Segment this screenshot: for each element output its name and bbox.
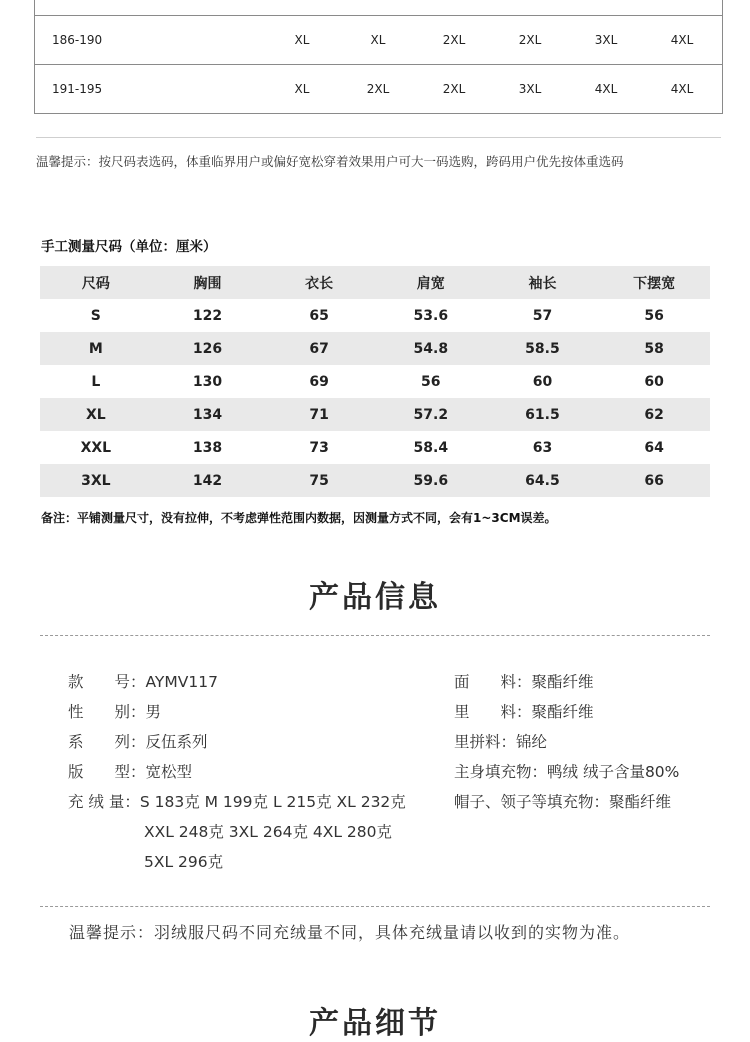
size-cell: XL [370,33,386,47]
size-cell: 4XL [670,33,694,47]
info-item-lining-patch [454,730,679,760]
measurement-title: 手工测量尺码（单位：厘米） [41,239,217,255]
product-info-title: 产品信息 [309,580,441,615]
table-row [40,398,710,431]
column-header: 尺码 [81,275,110,292]
size-cell: 4XL [594,82,618,96]
table-cell: 60 [644,373,664,390]
table-cell: 63 [532,439,553,456]
info-value: 反伍系列 [145,733,208,751]
table-cell: XXL [80,439,112,456]
table-cell: 62 [644,406,664,423]
product-info-left [68,670,406,880]
table-cell: 73 [309,439,329,456]
info-item-body-filling [454,760,679,790]
info-item-fit [68,760,406,790]
info-item-fill-amount [68,790,406,820]
size-recommendation-table [34,0,723,114]
height-cell: 186-190 [52,33,103,47]
table-cell: 56 [421,373,441,390]
table-cell: 61.5 [525,406,560,423]
table-cell: 56 [644,307,664,324]
info-value: AYMV117 [145,673,218,691]
size-tip: 温馨提示：按尺码表选码，体重临界用户或偏好宽松穿着效果用户可大一码选购，跨码用户优先按体重选码 [36,154,624,169]
table-cell: L [91,373,101,390]
info-item-fabric [454,670,679,700]
table-cell: 130 [192,373,223,390]
table-cell: 71 [309,406,329,423]
size-cell: XL [294,82,310,96]
info-label: 主身填充物： [454,763,548,781]
size-cell: XL [294,33,310,47]
size-cell: 2XL [366,82,390,96]
table-cell: 60 [532,373,553,390]
measurement-note: 备注：平铺测量尺寸，没有拉伸，不考虑弹性范围内数据，因测量方式不同，会有1~3CM误差。 [41,511,557,525]
table-cell: 59.6 [413,472,449,489]
table-cell: 58.4 [413,439,449,456]
table-row [35,0,722,16]
info-item-gender [68,700,406,730]
info-item-lining [454,700,679,730]
table-row [40,299,710,332]
table-row [35,65,722,113]
info-value: 聚酯纤维 [531,673,594,691]
info-item-hood-filling [454,790,679,820]
info-value: 聚酯纤维 [531,703,594,721]
table-cell: 134 [192,406,223,423]
dotted-divider [40,635,710,636]
table-row [40,365,710,398]
table-cell: 67 [309,340,329,357]
info-label: 面 料： [454,673,532,691]
table-cell: 57 [532,307,553,324]
table-cell: 64 [644,439,664,456]
table-header-row [40,266,710,299]
table-cell: 126 [192,340,223,357]
size-cell: 4XL [670,82,694,96]
table-cell: 122 [192,307,223,324]
table-cell: 58 [644,340,664,357]
info-value-continued: XXL 248克 3XL 264克 4XL 280克 [144,823,392,841]
info-value: S 183克 M 199克 L 215克 XL 232克 [139,793,406,811]
product-details-title: 产品细节 [309,1006,441,1041]
table-row [40,431,710,464]
column-header: 衣长 [305,275,334,292]
table-cell: 75 [309,472,329,489]
table-row [40,332,710,365]
info-value: 鸭绒 绒子含量80% [547,763,680,781]
table-cell: 142 [192,472,223,489]
info-label: 系 列： [68,733,146,751]
column-header: 袖长 [528,275,557,292]
info-label: 款 号： [68,673,146,691]
height-cell: 191-195 [52,82,103,96]
table-cell: 54.8 [413,340,449,357]
size-cell: 2XL [442,82,466,96]
table-cell: 58.5 [525,340,560,357]
table-cell: 64.5 [525,472,560,489]
table-cell: M [88,340,103,357]
size-cell: 3XL [594,33,618,47]
info-value: 聚酯纤维 [609,793,672,811]
column-header: 胸围 [193,275,222,292]
measurement-table [40,266,710,497]
product-info-right [454,670,679,820]
table-row [40,464,710,497]
info-label: 帽子、领子等填充物： [454,793,610,811]
column-header: 下摆宽 [633,275,676,292]
table-cell: XL [85,406,106,423]
table-cell: 138 [192,439,223,456]
info-label: 里拼料： [454,733,517,751]
info-item-style [68,670,406,700]
dotted-divider [40,906,710,907]
info-label: 里 料： [454,703,532,721]
info-label: 性 别： [68,703,146,721]
table-row [35,16,722,65]
size-cell: 2XL [518,33,542,47]
table-cell: 65 [309,307,329,324]
info-label: 版 型： [68,763,146,781]
size-cell: 3XL [518,82,542,96]
divider [36,137,721,138]
info-value: 男 [145,703,162,721]
info-value: 宽松型 [145,763,193,781]
size-cell: 2XL [442,33,466,47]
info-item-series [68,730,406,760]
table-cell: S [90,307,101,324]
info-value-continued: 5XL 296克 [144,853,224,871]
info-label: 充 绒 量： [68,793,140,811]
fill-amount-tip: 温馨提示：羽绒服尺码不同充绒量不同，具体充绒量请以收到的实物为准。 [69,923,631,942]
info-value: 锦纶 [516,733,548,751]
table-cell: 3XL [81,472,111,489]
table-cell: 69 [309,373,329,390]
table-cell: 66 [644,472,664,489]
column-header: 肩宽 [416,275,445,292]
table-cell: 57.2 [413,406,449,423]
table-cell: 53.6 [413,307,449,324]
